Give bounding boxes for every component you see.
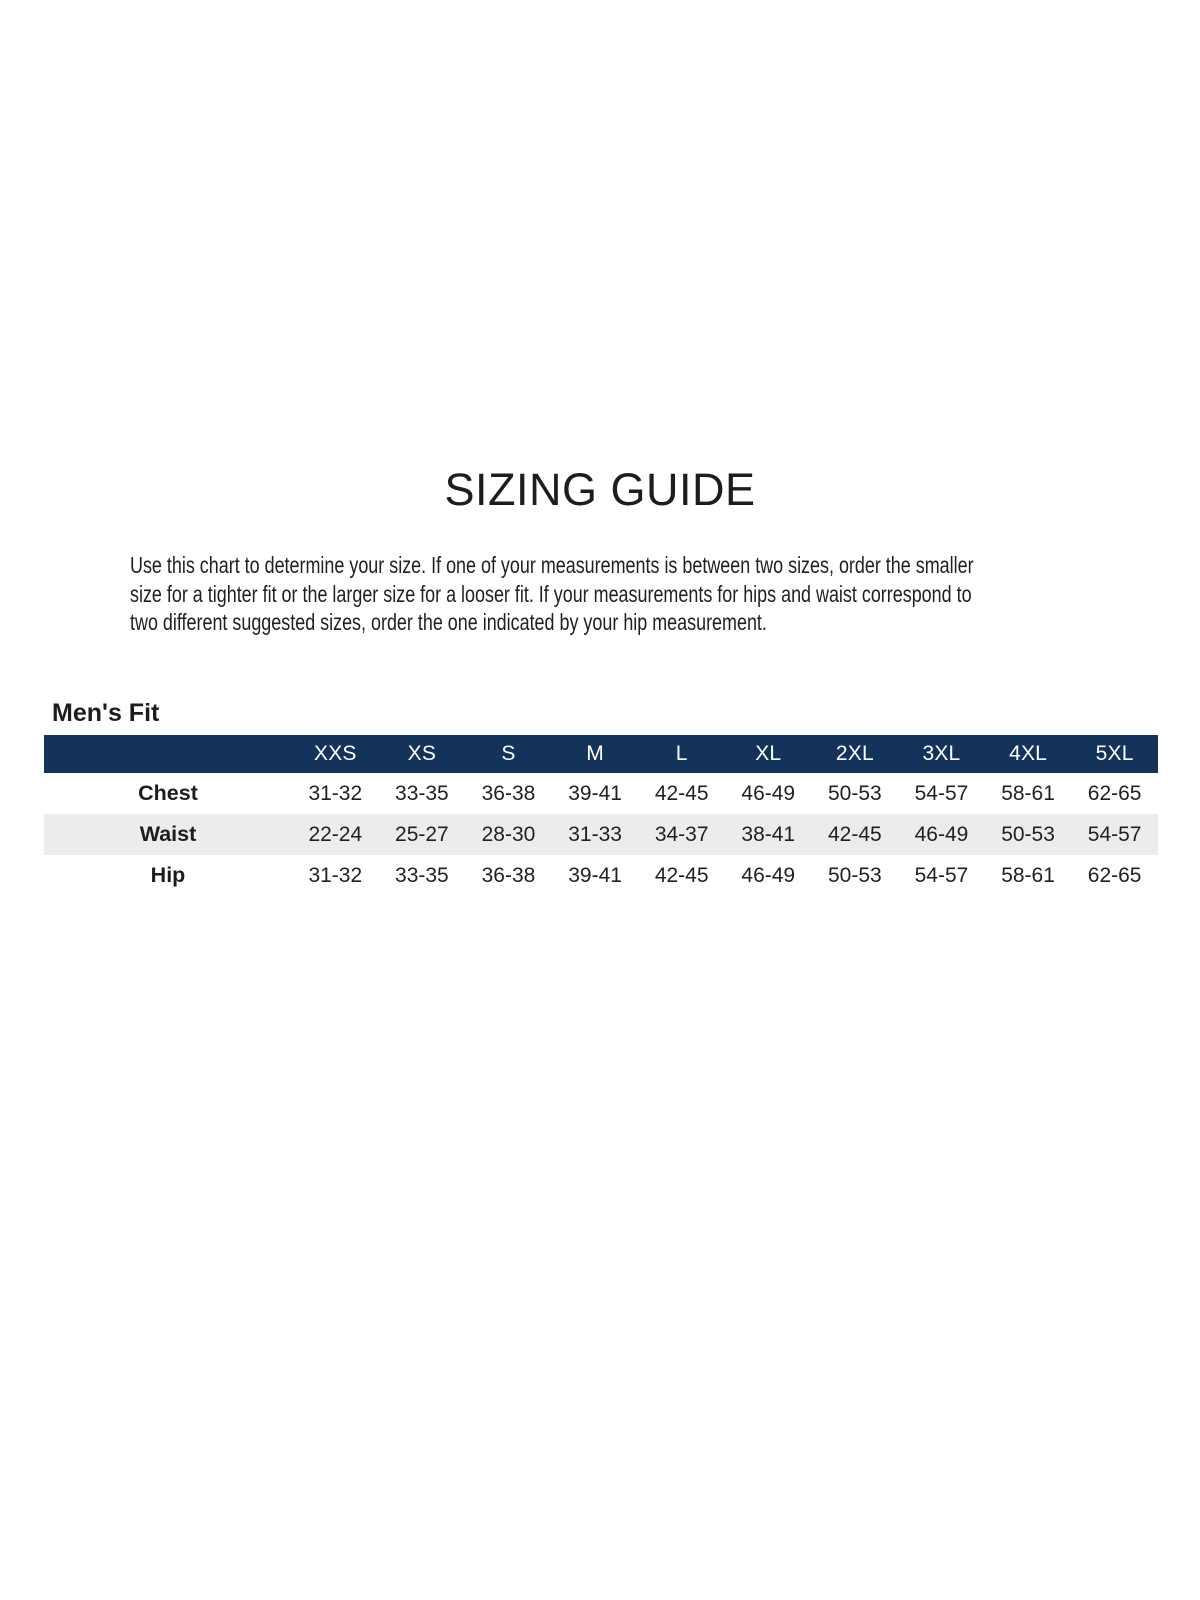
size-value-cell: 42-45 bbox=[828, 822, 882, 846]
column-header-xxs: XXS bbox=[313, 742, 357, 765]
size-value-cell: 54-57 bbox=[1087, 822, 1142, 846]
size-value-cell: 38-41 bbox=[741, 822, 796, 846]
size-value-cell: 50-53 bbox=[1001, 822, 1055, 846]
section-label-mens-fit: Men's Fit bbox=[52, 699, 160, 727]
size-value-cell: 42-45 bbox=[654, 781, 709, 805]
row-label-waist: Waist bbox=[139, 822, 197, 846]
size-value-cell: 33-35 bbox=[395, 781, 449, 805]
column-header-m: M bbox=[586, 742, 604, 765]
table-row-hip bbox=[44, 855, 1158, 896]
size-value-cell: 54-57 bbox=[914, 863, 969, 887]
size-value-cell: 54-57 bbox=[914, 781, 969, 805]
size-value-cell: 42-45 bbox=[654, 863, 709, 887]
size-value-cell: 50-53 bbox=[828, 781, 882, 805]
size-value-cell: 62-65 bbox=[1087, 863, 1142, 887]
size-value-cell: 46-49 bbox=[741, 781, 796, 805]
column-header-xs: XS bbox=[407, 742, 437, 765]
column-header-3xl: 3XL bbox=[922, 742, 961, 765]
size-value-cell: 31-33 bbox=[568, 822, 622, 846]
size-value-cell: 22-24 bbox=[308, 822, 363, 846]
intro-line: two different suggested sizes, order the one indicated by your hip measurement. bbox=[130, 609, 767, 636]
size-value-cell: 46-49 bbox=[741, 863, 796, 887]
size-value-cell: 34-37 bbox=[654, 822, 709, 846]
size-value-cell: 58-61 bbox=[1001, 863, 1055, 887]
size-value-cell: 62-65 bbox=[1087, 781, 1142, 805]
size-value-cell: 58-61 bbox=[1001, 781, 1055, 805]
size-value-cell: 31-32 bbox=[308, 863, 363, 887]
intro-line: Use this chart to determine your size. If one of your measurements is between two sizes, order the smaller bbox=[130, 552, 974, 578]
column-header-xl: XL bbox=[755, 742, 782, 765]
size-value-cell: 28-30 bbox=[481, 822, 536, 846]
row-label-chest: Chest bbox=[138, 781, 198, 805]
column-header-l: L bbox=[675, 742, 688, 765]
intro-paragraph bbox=[130, 551, 1130, 637]
column-header-2xl: 2XL bbox=[835, 742, 874, 765]
size-value-cell: 31-32 bbox=[308, 781, 363, 805]
size-value-cell: 50-53 bbox=[828, 863, 882, 887]
column-header-5xl: 5XL bbox=[1095, 742, 1134, 765]
column-header-s: S bbox=[501, 742, 516, 765]
column-header-4xl: 4XL bbox=[1009, 742, 1048, 765]
page-title: SIZING GUIDE bbox=[444, 464, 756, 515]
table-row-chest bbox=[44, 773, 1158, 814]
size-value-cell: 39-41 bbox=[568, 781, 622, 805]
size-value-cell: 36-38 bbox=[481, 863, 536, 887]
size-value-cell: 46-49 bbox=[914, 822, 969, 846]
table-header-row bbox=[44, 735, 1158, 773]
row-label-hip: Hip bbox=[150, 863, 186, 887]
table-row-waist bbox=[44, 814, 1158, 855]
size-value-cell: 33-35 bbox=[395, 863, 449, 887]
size-value-cell: 36-38 bbox=[481, 781, 536, 805]
intro-line: size for a tighter fit or the larger size for a looser fit. If your measurements for hips and waist correspond to bbox=[130, 580, 972, 607]
sizing-table bbox=[44, 735, 1158, 896]
size-value-cell: 25-27 bbox=[395, 822, 449, 846]
size-value-cell: 39-41 bbox=[568, 863, 622, 887]
